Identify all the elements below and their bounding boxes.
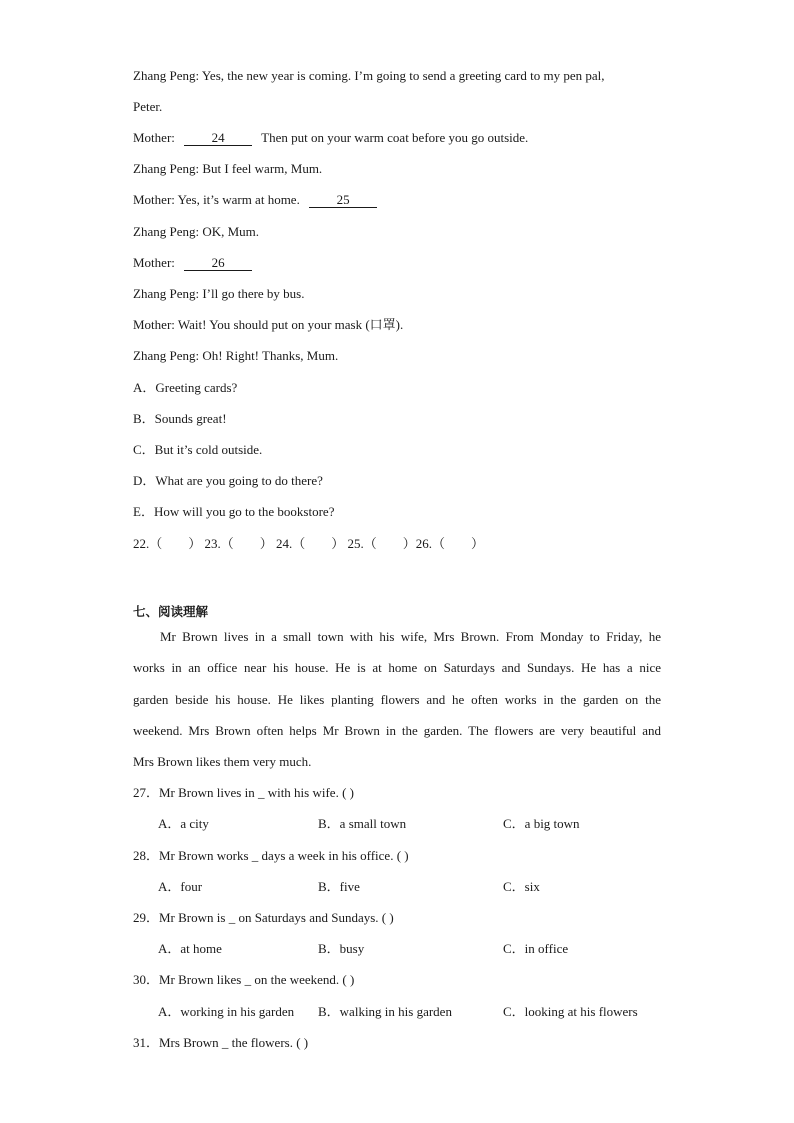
dialogue-line: [133, 192, 377, 208]
dialogue-line: Zhang Peng: But I feel warm, Mum.: [133, 161, 323, 176]
paragraph-line: Mrs Brown likes them very much.: [133, 754, 312, 769]
answer-blank-25: 25: [309, 193, 377, 208]
dialogue-line: Peter.: [133, 99, 163, 114]
option-a: A．working in his garden: [158, 1004, 295, 1019]
option-c: C．in office: [503, 941, 569, 956]
choice-option: E．How will you go to the bookstore?: [133, 504, 335, 519]
option-a: A．four: [158, 879, 203, 894]
question-27: 27．Mr Brown lives in _ with his wife. ( ): [133, 785, 354, 800]
choice-option: C．But it’s cold outside.: [133, 442, 263, 457]
option-a: A．a city: [158, 816, 209, 831]
dialogue-text: Then put on your warm coat before you go outside.: [261, 130, 529, 145]
dialogue-line: Zhang Peng: OK, Mum.: [133, 224, 260, 239]
option-c: C．a big town: [503, 816, 580, 831]
question-28: 28．Mr Brown works _ days a week in his office. ( ): [133, 848, 409, 863]
option-c: C．looking at his flowers: [503, 1004, 638, 1019]
option-b: B．busy: [318, 941, 365, 956]
paragraph-line: garden beside his house. He likes planting flowers and he often works in the garden on the: [133, 692, 661, 707]
dialogue-line: [133, 130, 528, 146]
speaker-text: Mother:: [133, 255, 175, 270]
dialogue-line: Zhang Peng: I’ll go there by bus.: [133, 286, 305, 301]
question-29: 29．Mr Brown is _ on Saturdays and Sundays. ( ): [133, 910, 394, 925]
paragraph-line: weekend. Mrs Brown often helps Mr Brown in the garden. The flowers are very beautiful and: [133, 723, 661, 738]
speaker-text: Mother:: [133, 130, 175, 145]
dialogue-line: Zhang Peng: Yes, the new year is coming. I’m going to send a greeting card to my pen pal,: [133, 68, 605, 83]
dialogue-line: Zhang Peng: Oh! Right! Thanks, Mum.: [133, 348, 339, 363]
option-b: B．five: [318, 879, 360, 894]
paragraph-line: Mr Brown lives in a small town with his wife, Mrs Brown. From Monday to Friday, he: [160, 629, 661, 644]
choice-option: B．Sounds great!: [133, 411, 227, 426]
dialogue-line: [133, 255, 252, 271]
question-31: 31．Mrs Brown _ the flowers. ( ): [133, 1035, 309, 1050]
option-b: B．a small town: [318, 816, 407, 831]
answer-blank-26: 26: [184, 256, 252, 271]
answer-line: 22.（ ） 23.（ ） 24.（ ） 25.（ ）26.（ ）: [133, 536, 485, 551]
option-b: B．walking in his garden: [318, 1004, 452, 1019]
option-a: A．at home: [158, 941, 222, 956]
choice-option: A．Greeting cards?: [133, 380, 238, 395]
question-30: 30．Mr Brown likes _ on the weekend. ( ): [133, 972, 355, 987]
paragraph-line: works in an office near his house. He is at home on Saturdays and Sundays. He has a nice: [133, 660, 661, 675]
answer-blank-24: 24: [184, 131, 252, 146]
dialogue-text: Mother: Yes, it’s warm at home.: [133, 192, 300, 207]
dialogue-line: Mother: Wait! You should put on your mask (口罩).: [133, 317, 404, 332]
choice-option: D．What are you going to do there?: [133, 473, 323, 488]
section-title: 七、阅读理解: [133, 604, 209, 619]
option-c: C．six: [503, 879, 540, 894]
